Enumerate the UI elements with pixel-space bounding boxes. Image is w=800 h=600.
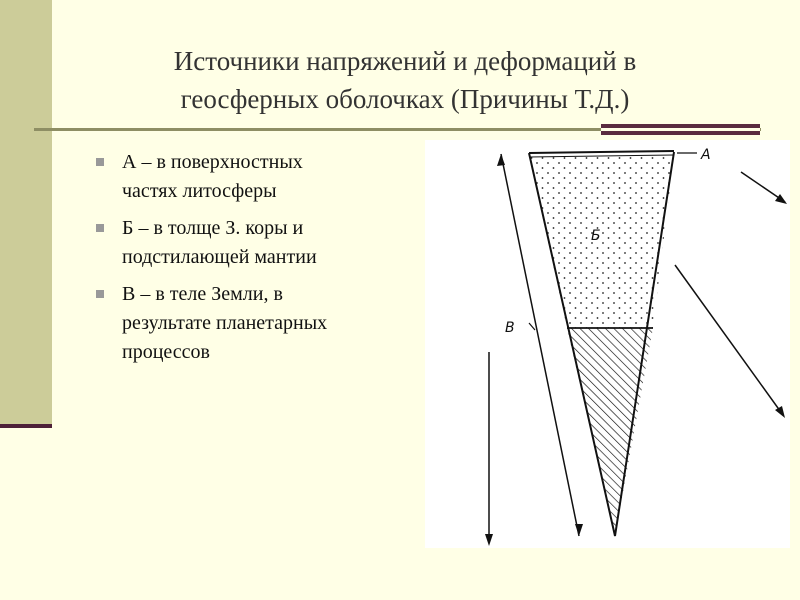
layer-v-hatched (567, 328, 653, 536)
dimension-tick (529, 323, 535, 330)
slide-title (60, 42, 750, 118)
bullet-list (96, 148, 416, 375)
bullet-item-b (96, 214, 416, 272)
arrow-icon (485, 534, 493, 546)
layer-b-dotted (529, 154, 674, 328)
geosphere-wedge-figure (425, 140, 790, 548)
arrow-icon (497, 154, 505, 166)
arrow-icon (775, 406, 785, 418)
bullet-a-line-1: А – в поверхностных (122, 151, 303, 173)
title-divider-accent-line (601, 128, 760, 131)
bullet-item-a (96, 148, 416, 206)
left-decor-band (0, 0, 52, 426)
title-line-2: геосферных оболочках (Причины Т.Д.) (180, 84, 630, 114)
bullet-item-v (96, 280, 416, 367)
title-line-1: Источники напряжений и деформаций в (173, 46, 637, 76)
bullet-v-line-1: В – в теле Земли, в (122, 283, 283, 305)
wedge-diagram (425, 140, 790, 548)
left-decor-rule (0, 424, 52, 428)
bullet-v-line-2: результате планетарных (122, 312, 328, 334)
bullet-b-line-2: подстилающей мантии (122, 246, 317, 268)
surface-line-a (529, 151, 674, 153)
square-bullet-icon (96, 224, 104, 232)
arrow-icon (775, 194, 787, 204)
arrow-icon (575, 524, 583, 536)
label-a: А (701, 147, 711, 163)
force-arrow-middle (675, 265, 783, 415)
bullet-v-line-3: процессов (122, 341, 210, 363)
label-v: В (505, 320, 515, 336)
square-bullet-icon (96, 158, 104, 166)
bullet-a-line-2: частях литосферы (122, 180, 277, 202)
label-b: Б (591, 228, 601, 244)
bullet-b-line-1: Б – в толще З. коры и (122, 217, 304, 239)
square-bullet-icon (96, 290, 104, 298)
